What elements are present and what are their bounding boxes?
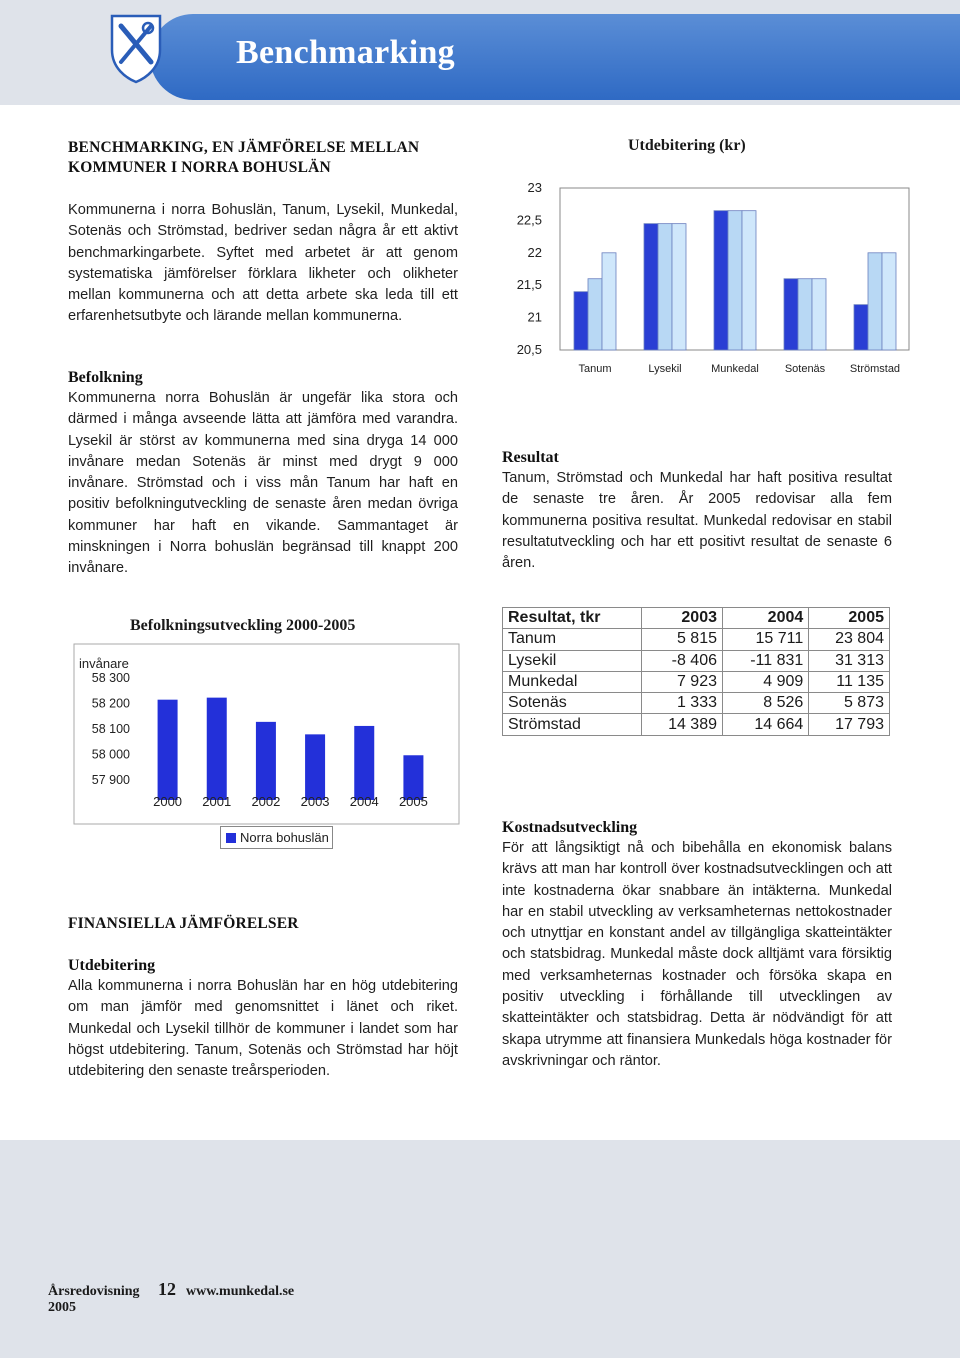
y-tick-label: 22 xyxy=(527,244,542,260)
table-cell: -11 831 xyxy=(723,650,809,671)
footer-doc-title xyxy=(48,1284,140,1316)
y-tick-label: 57 900 xyxy=(91,773,130,787)
finansiella-heading: FINANSIELLA JÄMFÖRELSER xyxy=(68,915,299,932)
bar-lysekil-1 xyxy=(658,224,672,350)
table-cell: 11 135 xyxy=(809,671,890,692)
y-tick-label: 58 000 xyxy=(91,747,130,762)
bar-tanum-2 xyxy=(602,253,616,350)
x-tick-label: 2001 xyxy=(202,794,232,809)
bar-strömstad-1 xyxy=(868,253,882,350)
bar-munkedal-2 xyxy=(742,211,756,350)
bar-munkedal-0 xyxy=(714,211,728,350)
befolkning-legend xyxy=(220,826,340,852)
bar-sotenäs-0 xyxy=(784,279,798,350)
table-row xyxy=(503,629,890,650)
table-cell: 14 389 xyxy=(642,714,723,735)
resultat-table xyxy=(502,607,890,736)
y-tick-label: 22,5 xyxy=(516,212,542,228)
x-tick-label: 2002 xyxy=(251,794,281,809)
y-tick-label: 58 200 xyxy=(91,696,130,711)
x-tick-label: Strömstad xyxy=(849,363,901,375)
kostnad-section xyxy=(502,818,892,1072)
table-cell: -8 406 xyxy=(642,650,723,671)
footer-year: 2005 xyxy=(48,1300,76,1315)
table-cell: Strömstad xyxy=(503,714,642,735)
table-cell: 17 793 xyxy=(809,714,890,735)
bar-sotenäs-1 xyxy=(798,279,812,350)
table-cell: 7 923 xyxy=(642,671,723,692)
table-header-cell: 2004 xyxy=(723,608,809,629)
utdebitering-subheading: Utdebitering xyxy=(68,957,156,974)
finansiella-section xyxy=(68,914,458,1082)
bar-lysekil-2 xyxy=(672,224,686,350)
befolkning-section xyxy=(68,368,458,580)
y-axis-label: invånare xyxy=(79,656,129,671)
table-row xyxy=(503,693,890,714)
table-cell: 5 873 xyxy=(809,693,890,714)
footer-url: www.munkedal.se xyxy=(186,1284,295,1299)
table-cell: 1 333 xyxy=(642,693,723,714)
table-cell: 8 526 xyxy=(723,693,809,714)
kostnad-heading: Kostnadsutveckling xyxy=(502,819,638,836)
intro-text: Kommunerna i norra Bohuslän, Tanum, Lysekil, Munkedal, Sotenäs och Strömstad, bedriver sedan några år ett aktivt benchmarkingarbete. Syftet med arbetet är att genom systematiska jämförelser förklara likheter och olikheter mellan kommunerna och att detta arbete ska leda till ett erfarenhetsutbyte och lärande mellan kommunerna. xyxy=(68,202,458,325)
x-tick-label: Lysekil xyxy=(648,363,682,375)
bar-2002 xyxy=(256,722,276,800)
table-row xyxy=(503,671,890,692)
x-tick-label: Munkedal xyxy=(711,363,759,375)
page-header xyxy=(0,0,960,105)
y-tick-label: 58 300 xyxy=(91,671,130,685)
x-tick-label: 2004 xyxy=(349,794,379,809)
y-tick-label: 58 100 xyxy=(91,722,130,736)
bar-2000 xyxy=(158,700,178,800)
table-header-cell: Resultat, tkr xyxy=(503,608,642,629)
resultat-heading: Resultat xyxy=(502,449,559,466)
bar-munkedal-1 xyxy=(728,211,742,350)
legend-label: Norra bohuslän xyxy=(240,830,329,845)
y-tick-label: 21 xyxy=(527,309,542,325)
x-tick-label: 2005 xyxy=(398,794,428,809)
table-cell: Lysekil xyxy=(503,650,642,671)
page-title: Benchmarking xyxy=(236,34,455,71)
bar-tanum-0 xyxy=(574,292,588,350)
bar-lysekil-0 xyxy=(644,224,658,350)
legend-swatch xyxy=(226,833,236,843)
table-header-cell: 2003 xyxy=(642,608,723,629)
bar-strömstad-2 xyxy=(882,253,896,350)
bar-sotenäs-2 xyxy=(812,279,826,350)
table-cell: 31 313 xyxy=(809,650,890,671)
utdebitering-chart xyxy=(490,170,910,390)
utdebitering-chart-title: Utdebitering (kr) xyxy=(628,137,746,154)
kostnad-text: För att långsiktigt nå och bibehålla en ekonomisk balans krävs att man har kontroll över kostnadsutvecklingen och att inte kostnaderna ökar snabbare än intäkterna. Munkedal har en stabil utveckling av verksamheternas nettokostnader och utnyttjar en konstant andel av tillgängliga skatteintäkter och statsbidrag. Munkedal måste dock alltjämt vara försiktig med verksamheternas kostnader och försöka skapa en positiv utveckling i förhållande till utvecklingen av skatteintäkter och statsbidrag. Detta är nödvändigt för att skapa utrymme att finansiera Munkedals höga kostnader för avskrivningar och räntor. xyxy=(502,840,892,1069)
finansiella-text: Alla kommunerna i norra Bohuslän har en hög utdebitering om man jämför med genomsnittet i länet och riket. Munkedal och Lysekil tillhör de kommuner i landet som har högst utdebitering. Tanum, Sotenäs och Strömstad har höjt utdebitering den senaste treårsperioden. xyxy=(68,978,458,1080)
x-tick-label: Sotenäs xyxy=(784,363,826,375)
resultat-text: Tanum, Strömstad och Munkedal har haft positiva resultat de senaste tre åren. År 2005 redovisar alla fem kommunerna positiva resultat. Munkedal redovisar en stabil resultatutveckling och har ett positivt resultat de senaste 6 åren. xyxy=(502,470,892,572)
table-cell: 15 711 xyxy=(723,629,809,650)
municipal-crest-icon xyxy=(108,10,164,84)
table-cell: 14 664 xyxy=(723,714,809,735)
intro-heading: BENCHMARKING, EN JÄMFÖRELSE MELLAN KOMMUNER I NORRA BOHUSLÄN xyxy=(68,139,420,176)
table-header-row xyxy=(503,608,890,629)
page-number: 12 xyxy=(158,1279,176,1299)
table-cell: Munkedal xyxy=(503,671,642,692)
table-cell: Sotenäs xyxy=(503,693,642,714)
resultat-section xyxy=(502,448,892,574)
table-cell: 5 815 xyxy=(642,629,723,650)
table-cell: 23 804 xyxy=(809,629,890,650)
y-tick-label: 20,5 xyxy=(516,342,542,357)
table-row xyxy=(503,714,890,735)
x-tick-label: 2003 xyxy=(300,794,330,809)
table-header-cell: 2005 xyxy=(809,608,890,629)
befolkning-heading: Befolkning xyxy=(68,369,143,386)
x-tick-label: 2000 xyxy=(153,794,183,809)
bar-2001 xyxy=(207,698,227,800)
bar-2003 xyxy=(305,734,325,800)
footer-doc-name: Årsredovisning xyxy=(48,1284,140,1299)
bar-2004 xyxy=(354,726,374,800)
bar-tanum-1 xyxy=(588,279,602,350)
table-row xyxy=(503,650,890,671)
footer-band xyxy=(0,1140,960,1358)
table-cell: 4 909 xyxy=(723,671,809,692)
y-tick-label: 23 xyxy=(527,180,542,195)
y-tick-label: 21,5 xyxy=(516,277,542,293)
x-tick-label: Tanum xyxy=(578,363,612,375)
bar-strömstad-0 xyxy=(854,305,868,350)
befolkning-text: Kommunerna norra Bohuslän är ungefär lika stora och därmed i många avseende lätta att jämföra med varandra. Lysekil är störst av kommunerna med sina dryga 14 000 invånare medan Sotenäs är minst med drygt 9 000 invånare. Strömstad och i viss mån Tanum har haft en positiv befolkningutveckling de senaste åren medan övriga kommuner har haft en vikande. Sammantaget är minskningen i Norra bohuslän begränsad till knappt 200 invånare. xyxy=(68,390,458,577)
befolkning-chart-title: Befolkningsutveckling 2000-2005 xyxy=(130,617,356,634)
table-cell: Tanum xyxy=(503,629,642,650)
intro-section xyxy=(68,138,458,328)
